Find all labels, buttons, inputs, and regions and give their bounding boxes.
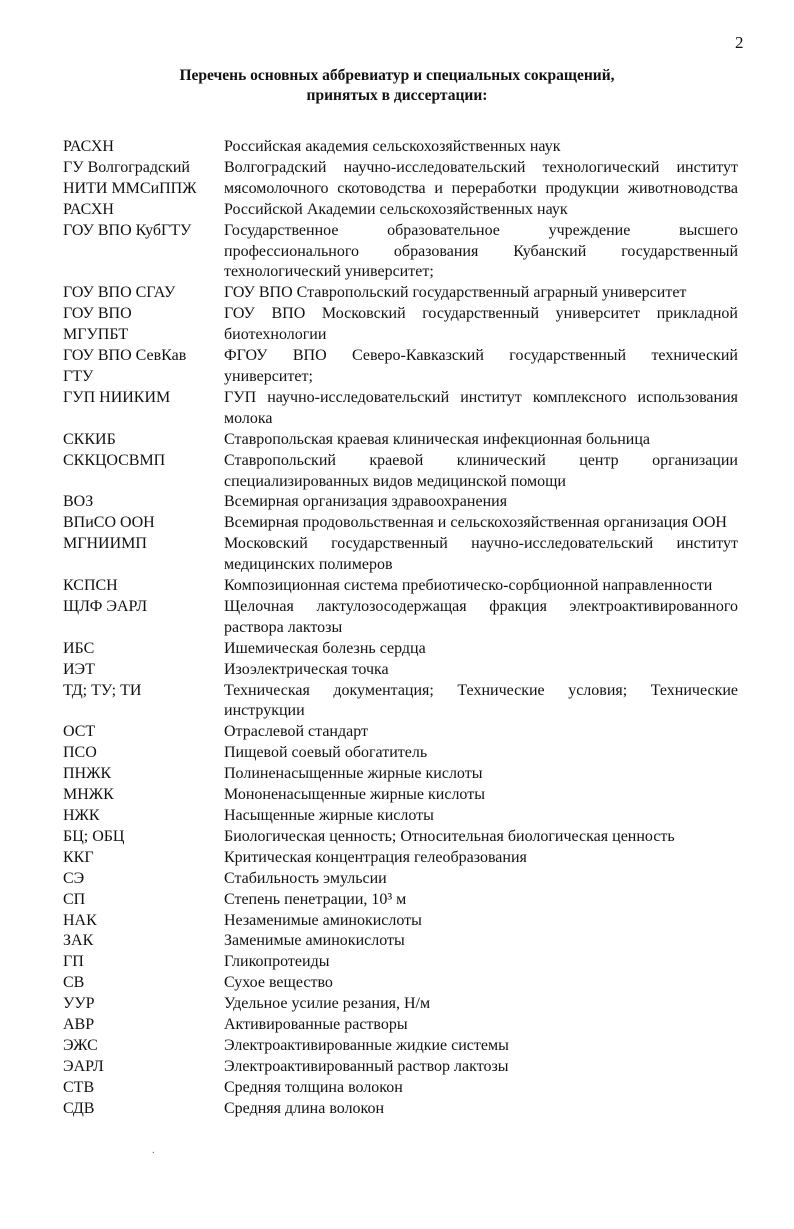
- title-line-2: принятых в диссертации:: [306, 87, 488, 104]
- abbreviation-entry: [63, 388, 738, 430]
- abbreviation-term: ГОУ ВПО СевКав ГТУ: [63, 347, 187, 385]
- abbreviation-definition: Мононенасыщенные жирные кислоты: [224, 786, 485, 804]
- abbreviation-term: ЗАК: [63, 932, 94, 950]
- abbreviation-term: ТД; ТУ; ТИ: [63, 681, 142, 699]
- abbreviation-definition: Всемирная организация здравоохранения: [224, 493, 508, 511]
- abbreviation-term: СККЦОСВМП: [63, 451, 166, 469]
- abbreviation-definition: Критическая концентрация гелеобразования: [224, 848, 527, 866]
- abbreviation-definition: ГОУ ВПО Московский государственный университет прикладной биотехнологии: [224, 305, 738, 344]
- abbreviation-term: ИБС: [63, 639, 95, 657]
- abbreviation-entry: [63, 1099, 738, 1120]
- abbreviation-term: ПСО: [63, 744, 97, 762]
- abbreviation-entry: [63, 430, 738, 451]
- abbreviation-entry: [63, 451, 738, 493]
- abbreviation-entry: [63, 576, 738, 597]
- abbreviation-term: РАСХН: [63, 138, 114, 155]
- abbreviation-term: МНЖК: [63, 786, 114, 804]
- abbreviation-definition: Волгоградский научно-исследовательский технологический институт мясомолочного скотоводства и переработки продукции животноводства Российской Академии сельскохозяйственных наук: [224, 158, 738, 218]
- abbreviation-term: НАК: [63, 911, 97, 929]
- abbreviation-definition: Активированные растворы: [224, 1016, 408, 1034]
- abbreviation-term: ВОЗ: [63, 493, 94, 511]
- abbreviation-definition: Средняя длина волокон: [224, 1099, 385, 1117]
- abbreviation-entry: [63, 911, 738, 932]
- abbreviation-entry: [63, 639, 738, 660]
- abbreviation-term: СТВ: [63, 1078, 95, 1096]
- abbreviation-term: ЭЖС: [63, 1036, 98, 1054]
- abbreviation-term: СККИБ: [63, 430, 116, 448]
- abbreviation-definition: Электроактивированный раствор лактозы: [224, 1057, 509, 1075]
- abbreviation-entry: [63, 513, 738, 534]
- abbreviation-definition: Ставропольская краевая клиническая инфекционная больница: [224, 430, 650, 448]
- abbreviation-entry: [63, 994, 738, 1015]
- abbreviation-entry: [63, 973, 738, 994]
- abbreviation-term: ГОУ ВПО МГУПБТ: [63, 305, 132, 344]
- abbreviation-definition: Гликопротеиды: [224, 953, 330, 971]
- abbreviation-entry: [63, 764, 738, 785]
- abbreviation-definition: Изоэлектрическая точка: [224, 660, 389, 678]
- abbreviation-term: ГУП НИИКИМ: [63, 388, 171, 406]
- abbreviation-definition: Отраслевой стандарт: [224, 723, 369, 741]
- abbreviation-term: СДВ: [63, 1099, 95, 1117]
- abbreviation-definition: ГОУ ВПО Ставропольский государственный аграрный университет: [224, 284, 687, 302]
- abbreviation-entry: [63, 346, 738, 388]
- abbreviation-term: ПНЖК: [63, 765, 112, 783]
- abbreviation-entry: [63, 534, 738, 576]
- abbreviation-entry: [63, 158, 738, 221]
- abbreviation-term: СЭ: [63, 869, 85, 887]
- abbreviation-definition: Всемирная продовольственная и сельскохозяйственная организация ООН: [224, 514, 727, 532]
- abbreviation-entry: [63, 1015, 738, 1036]
- abbreviation-term: МГНИИМП: [63, 535, 147, 553]
- scan-speck: .: [152, 1145, 155, 1156]
- abbreviation-entry: [63, 785, 738, 806]
- abbreviation-definition: Средняя толщина волокон: [224, 1078, 403, 1096]
- abbreviation-entry: [63, 597, 738, 639]
- abbreviation-definition: Электроактивированные жидкие системы: [224, 1036, 509, 1054]
- abbreviation-term: ЩЛФ ЭАРЛ: [63, 597, 148, 615]
- abbreviation-definition: Техническая документация; Технические условия; Технические инструкции: [224, 681, 738, 720]
- abbreviation-term: ГП: [63, 953, 84, 971]
- abbreviation-entry: [63, 283, 738, 304]
- page-number: 2: [735, 33, 744, 52]
- abbreviation-definition: Ишемическая болезнь сердца: [224, 639, 426, 657]
- abbreviation-term: ИЭТ: [63, 660, 95, 678]
- abbreviation-entry: [63, 1057, 738, 1078]
- abbreviation-definition: Насыщенные жирные кислоты: [224, 807, 434, 824]
- abbreviation-term: ЭАРЛ: [63, 1057, 104, 1075]
- abbreviation-entry: [63, 869, 738, 890]
- abbreviation-definition: Пищевой соевый обогатитель: [224, 744, 428, 762]
- abbreviation-definition: Композиционная система пребиотическо-сорбционной направленности: [224, 577, 713, 595]
- abbreviation-term: ВПиСО ООН: [63, 514, 155, 532]
- abbreviation-entry: [63, 1078, 738, 1099]
- abbreviation-entry: [63, 681, 738, 723]
- abbreviation-entry: [63, 221, 738, 284]
- abbreviation-term: АВР: [63, 1016, 95, 1034]
- abbreviation-definition: Полиненасыщенные жирные кислоты: [224, 765, 483, 783]
- abbreviation-entry: [63, 931, 738, 952]
- abbreviation-definition: Российская академия сельскохозяйственных наук: [224, 138, 561, 155]
- abbreviation-entry: [63, 806, 738, 827]
- abbreviation-term: БЦ; ОБЦ: [63, 827, 125, 845]
- abbreviation-term: ККГ: [63, 848, 94, 866]
- abbreviation-entry: [63, 722, 738, 743]
- abbreviation-entry: [63, 890, 738, 911]
- abbreviation-entry: [63, 1036, 738, 1057]
- abbreviation-definition: Биологическая ценность; Относительная биологическая ценность: [224, 827, 675, 845]
- abbreviation-entry: [63, 492, 738, 513]
- abbreviation-term: ГОУ ВПО КубГТУ: [63, 221, 192, 239]
- abbreviation-definition: Степень пенетрации, 10³ м: [224, 890, 407, 908]
- abbreviation-definition: Московский государственный научно-исследовательский институт медицинских полимеров: [224, 535, 738, 574]
- abbreviation-entry: [63, 137, 738, 158]
- page-title: [0, 66, 794, 106]
- abbreviation-definition: ФГОУ ВПО Северо-Кавказский государственный технический университет;: [224, 347, 738, 385]
- abbreviation-definition: Сухое вещество: [224, 974, 333, 992]
- abbreviation-definition: ГУП научно-исследовательский институт комплексного использования молока: [224, 388, 738, 427]
- abbreviation-definition: Удельное усилие резания, Н/м: [224, 995, 431, 1013]
- abbreviation-entry: [63, 660, 738, 681]
- abbreviation-entry: [63, 827, 738, 848]
- abbreviation-term: СВ: [63, 974, 85, 992]
- abbreviation-definition: Заменимые аминокислоты: [224, 932, 405, 950]
- abbreviation-term: ОСТ: [63, 723, 96, 741]
- abbreviation-entry: [63, 304, 738, 346]
- abbreviation-term: УУР: [63, 995, 95, 1013]
- abbreviation-term: НЖК: [63, 807, 100, 824]
- title-line-1: Перечень основных аббревиатур и специальных сокращений,: [179, 67, 615, 84]
- abbreviation-term: КСПСН: [63, 577, 118, 595]
- abbreviation-list: [63, 137, 738, 1120]
- abbreviation-definition: Ставропольский краевой клинический центр организации специализированных видов медицинской помощи: [224, 451, 738, 490]
- abbreviation-entry: [63, 743, 738, 764]
- abbreviation-term: ГОУ ВПО СГАУ: [63, 284, 176, 302]
- abbreviation-definition: Щелочная лактулозосодержащая фракция электроактивированного раствора лактозы: [224, 597, 738, 636]
- abbreviation-entry: [63, 848, 738, 869]
- abbreviation-definition: Незаменимые аминокислоты: [224, 911, 422, 929]
- abbreviation-entry: [63, 952, 738, 973]
- abbreviation-term: ГУ Волгоградский НИТИ ММСиППЖ РАСХН: [63, 158, 197, 218]
- abbreviation-definition: Государственное образовательное учреждение высшего профессионального образования Кубанский государственный технологический университет;: [224, 221, 738, 281]
- abbreviation-term: СП: [63, 890, 86, 908]
- abbreviation-definition: Стабильность эмульсии: [224, 869, 387, 887]
